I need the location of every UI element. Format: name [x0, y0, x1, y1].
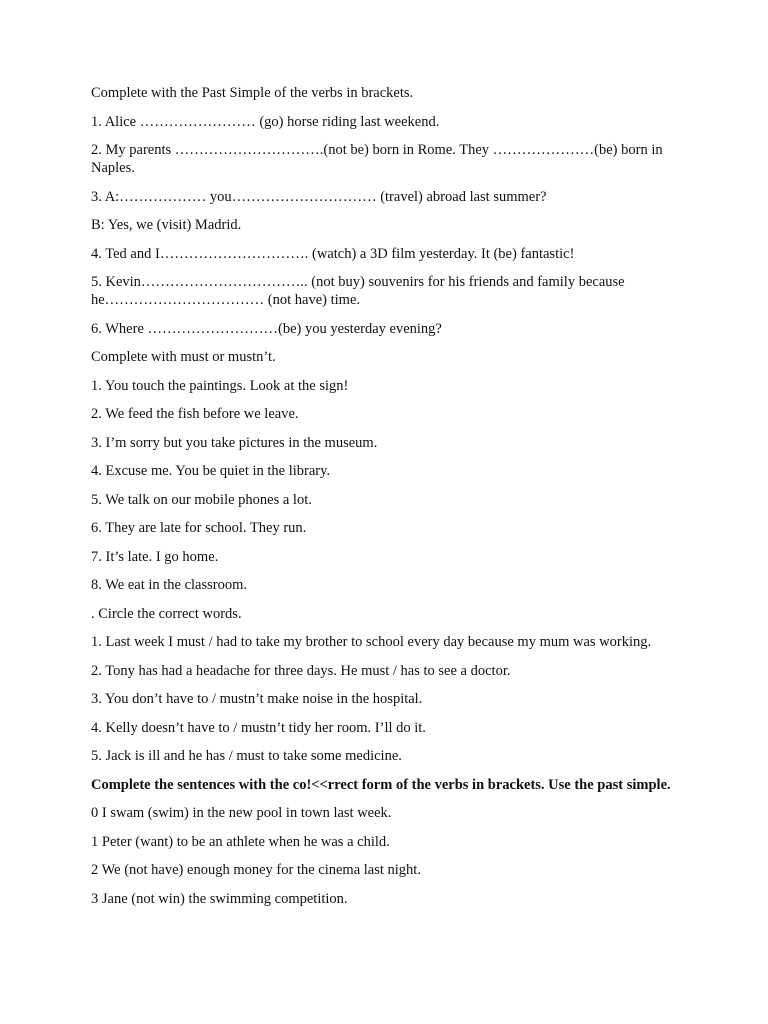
exercise-item: 6. Where ………………………(be) you yesterday evening? [91, 320, 442, 337]
section-heading: . Circle the correct words. [91, 605, 242, 622]
exercise-item: 3 Jane (not win) the swimming competition. [91, 890, 348, 907]
section-past-simple [91, 84, 671, 338]
exercise-item: 5. Kevin…………………………….. (not buy) souvenirs for his friends and family because he…………………………… (not have) time. [91, 274, 625, 308]
exercise-item: 4. Excuse me. You be quiet in the library. [91, 463, 331, 479]
section-circle-words [91, 605, 671, 766]
exercise-item: 1. Last week I must / had to take my brother to school every day because my mum was working. [91, 634, 652, 650]
exercise-item: 1. You touch the paintings. Look at the sign! [91, 377, 349, 394]
exercise-item: 2. We feed the fish before we leave. [91, 406, 299, 422]
exercise-item: 2 We (not have) enough money for the cinema last night. [91, 862, 421, 878]
exercise-item: 6. They are late for school. They run. [91, 520, 307, 536]
worksheet-page [91, 84, 671, 918]
exercise-item: 1 Peter (want) to be an athlete when he was a child. [91, 833, 390, 850]
exercise-item: 5. We talk on our mobile phones a lot. [91, 491, 312, 508]
section-complete-sentences [91, 776, 671, 908]
exercise-item: 2. My parents ………………………….(not be) born in Rome. They …………………(be) born in Naples. [91, 142, 663, 176]
exercise-item: 1. Alice …………………… (go) horse riding last weekend. [91, 113, 440, 130]
exercise-item: 8. We eat in the classroom. [91, 577, 248, 593]
exercise-item: 3. A:……………… you………………………… (travel) abroad last summer? [91, 188, 547, 205]
exercise-item: 2. Tony has had a headache for three days. He must / has to see a doctor. [91, 662, 511, 679]
section-heading: Complete with the Past Simple of the verbs in brackets. [91, 85, 414, 101]
exercise-item: 3. You don’t have to / mustn’t make noise in the hospital. [91, 691, 423, 707]
exercise-item: 4. Ted and I…………………………. (watch) a 3D film yesterday. It (be) fantastic! [91, 245, 575, 262]
exercise-item: B: Yes, we (visit) Madrid. [91, 217, 242, 233]
exercise-item: 7. It’s late. I go home. [91, 548, 219, 565]
section-heading: Complete the sentences with the co!<<rrect form of the verbs in brackets. Use the past simple. [91, 776, 671, 793]
exercise-item: 0 I swam (swim) in the new pool in town last week. [91, 805, 392, 821]
exercise-item: 3. I’m sorry but you take pictures in the museum. [91, 434, 378, 451]
section-heading: Complete with must or mustn’t. [91, 349, 276, 365]
exercise-item: 4. Kelly doesn’t have to / mustn’t tidy her room. I’ll do it. [91, 719, 426, 736]
section-must-mustnt [91, 348, 671, 594]
exercise-item: 5. Jack is ill and he has / must to take some medicine. [91, 748, 402, 764]
